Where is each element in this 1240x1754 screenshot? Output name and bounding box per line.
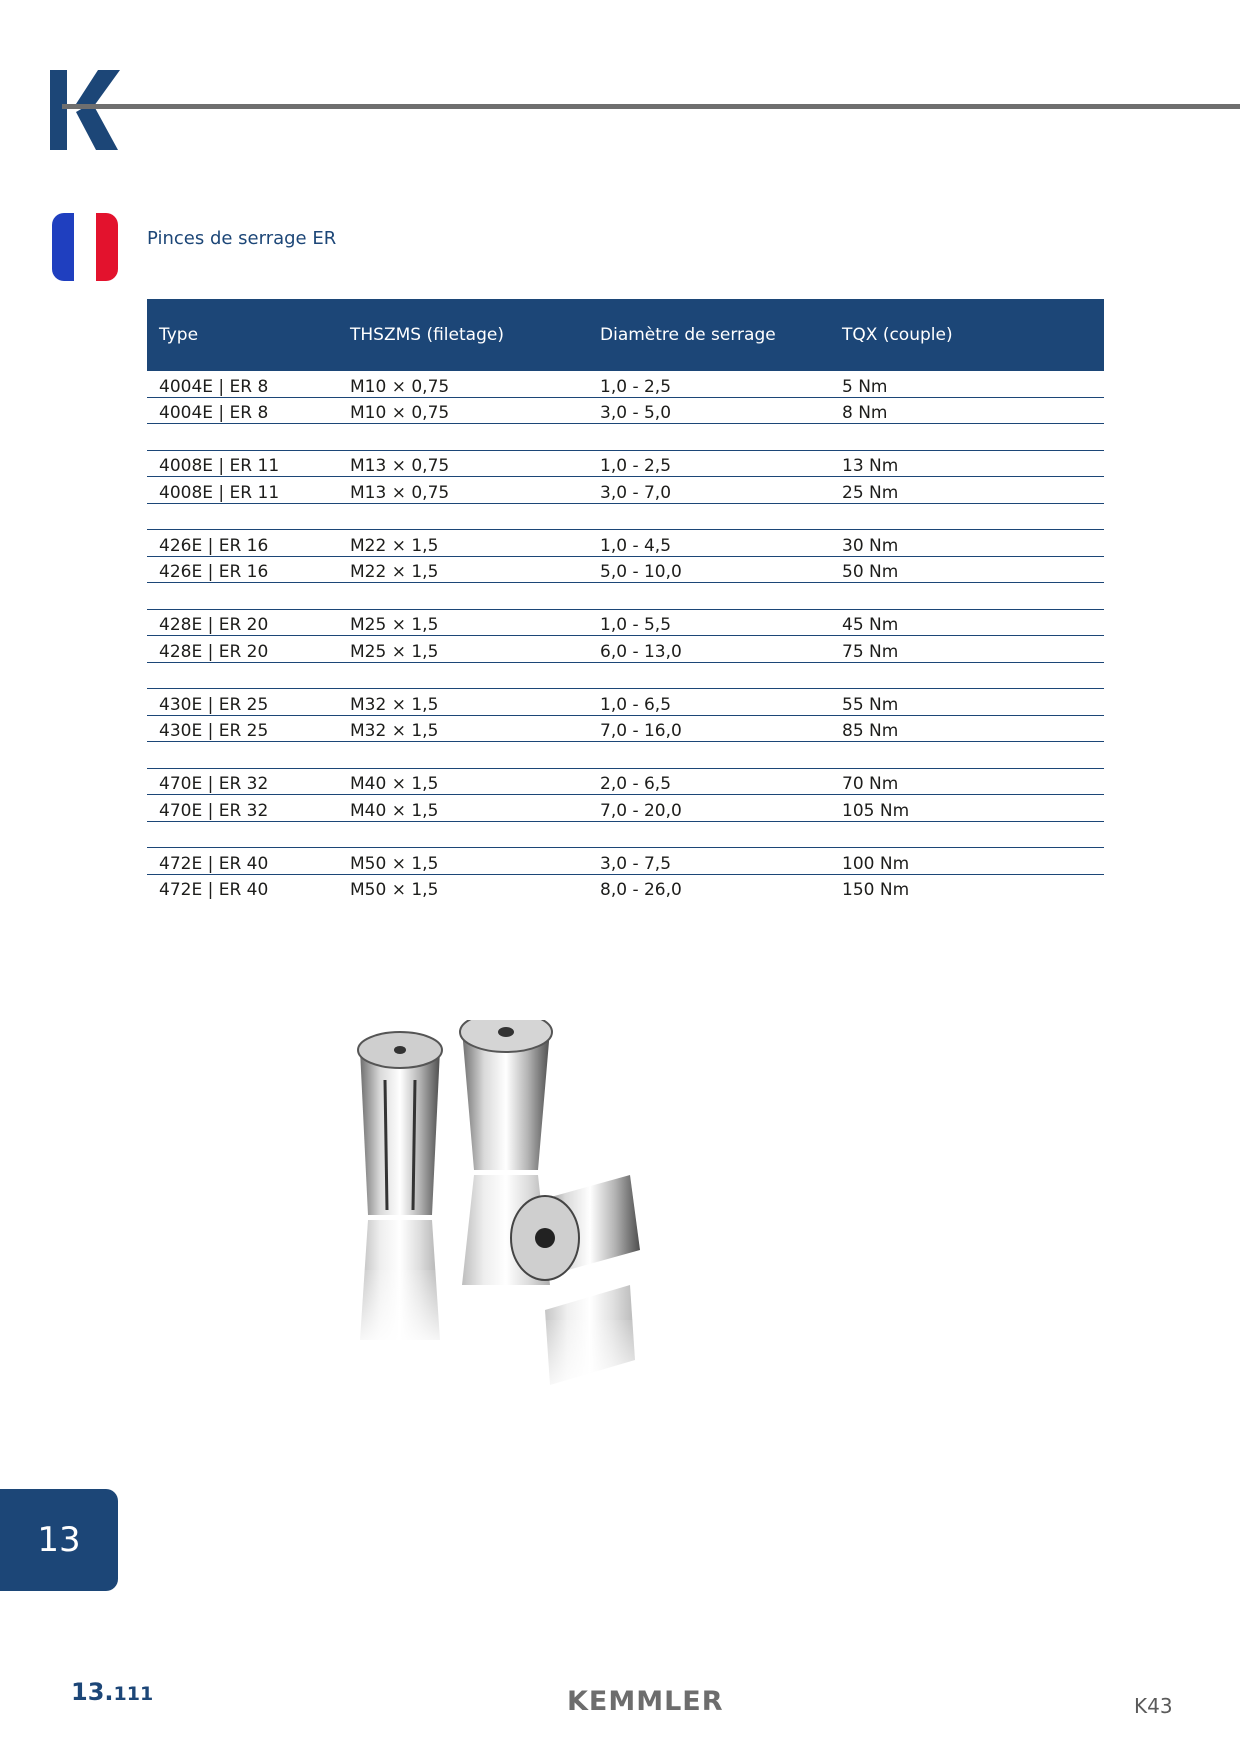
- cell-diameter: 5,0 - 10,0: [588, 556, 830, 583]
- cell-diameter: [588, 503, 830, 530]
- cell-thread: M13 × 0,75: [338, 450, 588, 477]
- cell-torque: 30 Nm: [830, 530, 1104, 557]
- cell-diameter: 1,0 - 4,5: [588, 530, 830, 557]
- table-row: [147, 583, 1104, 610]
- cell-diameter: 8,0 - 26,0: [600, 880, 682, 900]
- cell-torque: 100 Nm: [830, 848, 1104, 875]
- cell-diameter: 1,0 - 2,5: [588, 450, 830, 477]
- cell-torque: 75 Nm: [830, 636, 1104, 663]
- cell-type: 428E | ER 20: [147, 609, 338, 636]
- cell-diameter: 3,0 - 7,5: [588, 848, 830, 875]
- cell-thread: M13 × 0,75: [338, 477, 588, 504]
- cell-type: 428E | ER 20: [147, 636, 338, 663]
- cell-thread: M10 × 0,75: [338, 371, 588, 397]
- cell-torque: 70 Nm: [830, 768, 1104, 795]
- cell-torque: 13 Nm: [830, 450, 1104, 477]
- cell-type: [147, 503, 338, 530]
- cell-torque: [830, 821, 1104, 848]
- table-row: [147, 742, 1104, 769]
- table-row: [147, 795, 1104, 822]
- spec-table: [147, 299, 1104, 900]
- cell-torque: 85 Nm: [830, 715, 1104, 742]
- table-row: [147, 530, 1104, 557]
- cell-type: [147, 742, 338, 769]
- cell-type: 4004E | ER 8: [147, 371, 338, 397]
- cell-thread: [338, 662, 588, 689]
- cell-thread: M32 × 1,5: [338, 689, 588, 716]
- page-number-sub: 111: [113, 1683, 154, 1705]
- cell-diameter: 1,0 - 2,5: [588, 371, 830, 397]
- table-row: [147, 768, 1104, 795]
- k-logo: [50, 70, 120, 150]
- header-diameter: Diamètre de serrage: [588, 299, 830, 371]
- page-number-main: 13.: [71, 1678, 114, 1706]
- cell-thread: M40 × 1,5: [338, 795, 588, 822]
- cell-thread: [338, 742, 588, 769]
- cell-thread: [338, 424, 588, 451]
- cell-thread: M22 × 1,5: [338, 530, 588, 557]
- cell-type: 426E | ER 16: [147, 556, 338, 583]
- table-row: [147, 477, 1104, 504]
- cell-type: [147, 424, 338, 451]
- cell-type: [147, 583, 338, 610]
- cell-thread: M10 × 0,75: [338, 397, 588, 424]
- cell-diameter: 3,0 - 7,0: [588, 477, 830, 504]
- cell-torque: [830, 742, 1104, 769]
- cell-type: 426E | ER 16: [147, 530, 338, 557]
- table-row: [147, 371, 1104, 397]
- table-row: [147, 450, 1104, 477]
- cell-type: 430E | ER 25: [147, 689, 338, 716]
- header-rule: [96, 104, 1240, 109]
- cell-torque: 45 Nm: [830, 609, 1104, 636]
- cell-type: 470E | ER 32: [147, 768, 338, 795]
- page-number: [71, 1678, 153, 1706]
- cell-type: 472E | ER 40: [147, 848, 338, 875]
- brand-name: KEMMLER: [567, 1686, 724, 1717]
- table-row: [147, 503, 1104, 530]
- table-row: [147, 662, 1104, 689]
- table-row: [147, 609, 1104, 636]
- cell-diameter: 7,0 - 20,0: [588, 795, 830, 822]
- cell-torque: [830, 424, 1104, 451]
- cell-diameter: [588, 662, 830, 689]
- cell-torque: [830, 583, 1104, 610]
- cell-thread: M50 × 1,5: [338, 848, 588, 875]
- cell-diameter: [588, 742, 830, 769]
- table-row: [147, 821, 1104, 848]
- cell-torque: 8 Nm: [830, 397, 1104, 424]
- cell-torque: 5 Nm: [830, 371, 1104, 397]
- collets-photo-icon: [340, 1020, 740, 1440]
- france-flag-icon: [52, 213, 118, 281]
- cell-type: 472E | ER 40: [159, 880, 269, 900]
- cell-thread: M22 × 1,5: [338, 556, 588, 583]
- cell-diameter: [588, 424, 830, 451]
- cell-thread: [338, 503, 588, 530]
- cell-type: 4008E | ER 11: [147, 450, 338, 477]
- table-row: [147, 689, 1104, 716]
- cell-torque: 150 Nm: [842, 880, 910, 900]
- table-row: [147, 848, 1104, 875]
- table-header-row: [147, 299, 1104, 371]
- cell-torque: 105 Nm: [830, 795, 1104, 822]
- cell-diameter: [588, 821, 830, 848]
- table-row: [147, 424, 1104, 451]
- cell-type: 4008E | ER 11: [147, 477, 338, 504]
- cell-thread: M50 × 1,5: [350, 880, 439, 900]
- cell-thread: [338, 583, 588, 610]
- header-thread: THSZMS (filetage): [338, 299, 588, 371]
- header-torque: TQX (couple): [830, 299, 1104, 371]
- cell-diameter: 6,0 - 13,0: [588, 636, 830, 663]
- cell-thread: M40 × 1,5: [338, 768, 588, 795]
- table-row: [147, 636, 1104, 663]
- header-type: Type: [147, 299, 338, 371]
- cell-torque: 50 Nm: [830, 556, 1104, 583]
- section-title: Pinces de serrage ER: [147, 228, 337, 249]
- cell-thread: M25 × 1,5: [338, 636, 588, 663]
- cell-diameter: [588, 583, 830, 610]
- cell-diameter: 1,0 - 5,5: [588, 609, 830, 636]
- cell-diameter: 1,0 - 6,5: [588, 689, 830, 716]
- cell-torque: 25 Nm: [830, 477, 1104, 504]
- cell-thread: M25 × 1,5: [338, 609, 588, 636]
- cell-torque: [830, 662, 1104, 689]
- table-row: [147, 556, 1104, 583]
- cell-diameter: 3,0 - 5,0: [588, 397, 830, 424]
- table-row: [147, 874, 1104, 900]
- chapter-tab: 13: [0, 1489, 118, 1591]
- cell-thread: [338, 821, 588, 848]
- cell-diameter: 7,0 - 16,0: [588, 715, 830, 742]
- table-row: [147, 397, 1104, 424]
- cell-thread: M32 × 1,5: [338, 715, 588, 742]
- cell-diameter: 2,0 - 6,5: [588, 768, 830, 795]
- page-code: K43: [1134, 1694, 1173, 1718]
- cell-type: [147, 821, 338, 848]
- cell-type: [147, 662, 338, 689]
- cell-torque: 55 Nm: [830, 689, 1104, 716]
- table-row: [147, 715, 1104, 742]
- cell-type: 4004E | ER 8: [147, 397, 338, 424]
- cell-type: 430E | ER 25: [147, 715, 338, 742]
- cell-type: 470E | ER 32: [147, 795, 338, 822]
- cell-torque: [830, 503, 1104, 530]
